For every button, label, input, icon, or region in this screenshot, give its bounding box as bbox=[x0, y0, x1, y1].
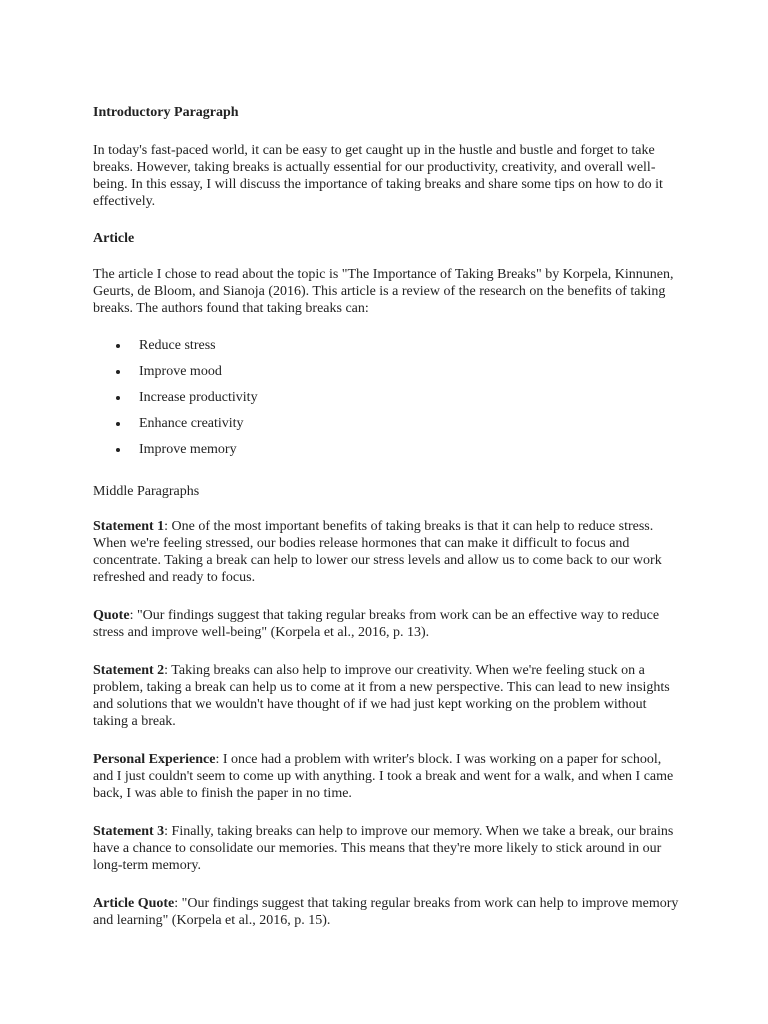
statement-3-paragraph bbox=[93, 823, 683, 874]
article-quote-text: : "Our findings suggest that taking regular breaks from work can help to improve memory and learning" (Korpela et al., 2016, p. 15). bbox=[93, 896, 679, 928]
statement-1-text: : One of the most important benefits of taking breaks is that it can help to reduce stress. When we're feeling stressed, our bodies release hormones that can make it difficult to focus and concentrate. Taking a break can help to lower our stress levels and allow us to come back to our work refreshed and ready to focus. bbox=[93, 519, 662, 585]
personal-experience-label: Personal Experience bbox=[93, 752, 216, 767]
list-item-text: Improve mood bbox=[139, 364, 222, 379]
list-item bbox=[93, 415, 683, 432]
intro-heading: Introductory Paragraph bbox=[93, 105, 239, 120]
statement-3-label: Statement 3 bbox=[93, 824, 165, 839]
statement-2-label: Statement 2 bbox=[93, 663, 165, 678]
quote-paragraph bbox=[93, 607, 683, 641]
statement-1-label: Statement 1 bbox=[93, 519, 165, 534]
benefits-list bbox=[93, 337, 683, 458]
quote-text: : "Our findings suggest that taking regular breaks from work can be an effective way to reduce stress and improve well-being" (Korpela et al., 2016, p. 13). bbox=[93, 608, 660, 640]
statement-2-text: : Taking breaks can also help to improve our creativity. When we're feeling stuck on a problem, taking a break can help us to come at it from a new perspective. This can lead to new insights and solutions that we wouldn't have thought of if we had just kept working on the problem without taking a break. bbox=[93, 663, 670, 729]
bullet-icon bbox=[116, 344, 120, 348]
article-quote-label: Article Quote bbox=[93, 896, 175, 911]
list-item-text: Enhance creativity bbox=[139, 416, 244, 431]
bullet-icon bbox=[116, 448, 120, 452]
list-item bbox=[93, 389, 683, 406]
list-item bbox=[93, 337, 683, 354]
list-item-text: Increase productivity bbox=[139, 390, 258, 405]
personal-experience-paragraph bbox=[93, 751, 683, 802]
bullet-icon bbox=[116, 422, 120, 426]
article-paragraph: The article I chose to read about the topic is "The Importance of Taking Breaks" by Korpela, Kinnunen, Geurts, de Bloom, and Sianoja (2016). This article is a review of the research on the benefits of taking breaks. The authors found that taking breaks can: bbox=[93, 267, 674, 316]
intro-paragraph: In today's fast-paced world, it can be easy to get caught up in the hustle and bustle and forget to take breaks. However, taking breaks is actually essential for our productivity, creativity, and overall well-being. In this essay, I will discuss the importance of taking breaks and share some tips on how to do it effectively. bbox=[93, 143, 663, 209]
middle-heading: Middle Paragraphs bbox=[93, 484, 200, 499]
quote-label: Quote bbox=[93, 608, 130, 623]
article-quote-paragraph bbox=[93, 895, 683, 929]
personal-experience-text: : I once had a problem with writer's block. I was working on a paper for school, and I just couldn't seem to come up with anything. I took a break and went for a walk, and when I came back, I was able to finish the paper in no time. bbox=[93, 752, 674, 801]
list-item bbox=[93, 363, 683, 380]
article-heading: Article bbox=[93, 231, 135, 246]
statement-2-paragraph bbox=[93, 662, 683, 730]
bullet-icon bbox=[116, 396, 120, 400]
bullet-icon bbox=[116, 370, 120, 374]
document-page bbox=[93, 104, 683, 929]
list-item-text: Reduce stress bbox=[139, 338, 216, 353]
statement-1-paragraph bbox=[93, 518, 683, 586]
list-item bbox=[93, 441, 683, 458]
statement-3-text: : Finally, taking breaks can help to improve our memory. When we take a break, our brains have a chance to consolidate our memories. This means that they're more likely to stick around in our long-term memory. bbox=[93, 824, 674, 873]
list-item-text: Improve memory bbox=[139, 442, 237, 457]
